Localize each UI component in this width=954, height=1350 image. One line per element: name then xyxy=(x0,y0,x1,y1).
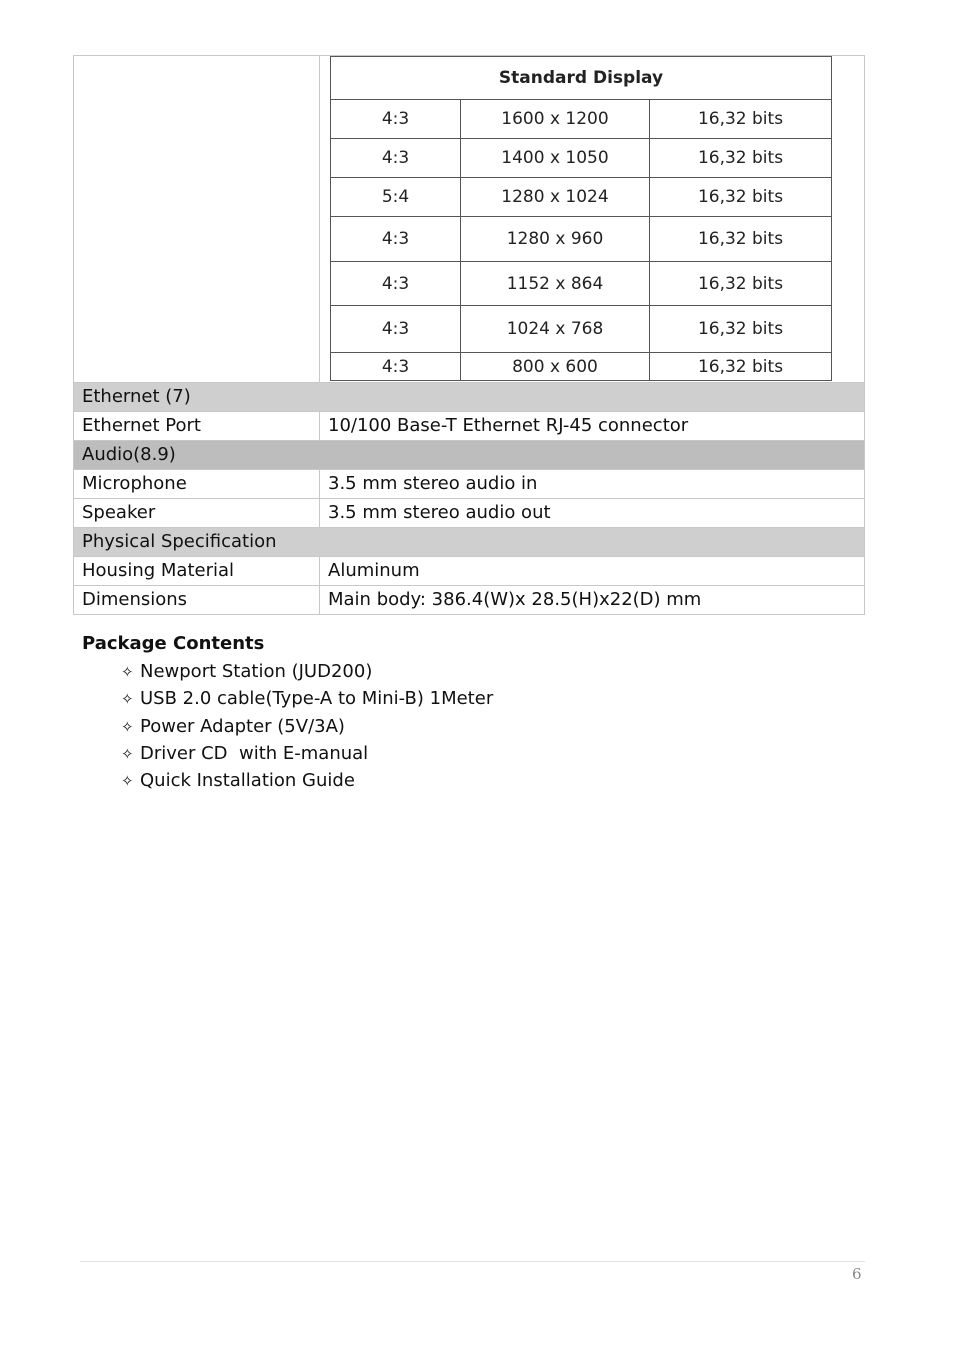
spec-row-ethernet-port xyxy=(74,411,864,440)
spec-row-dimensions xyxy=(74,585,864,614)
spec-row-microphone xyxy=(74,469,864,498)
display-row xyxy=(331,306,832,353)
spec-value: Aluminum xyxy=(328,560,420,581)
resolution-cell: 1600 x 1200 xyxy=(461,100,650,139)
color-depth-cell: 16,32 bits xyxy=(650,306,832,353)
list-item-text: Newport Station (JUD200) xyxy=(140,661,373,682)
sparkle-bullet-icon: ✧ xyxy=(121,717,134,736)
spec-label: Ethernet Port xyxy=(74,412,320,440)
color-depth-cell: 16,32 bits xyxy=(650,217,832,262)
list-item-text: Power Adapter (5V/3A) xyxy=(140,715,345,737)
list-item-text: Quick Installation Guide xyxy=(140,770,355,792)
package-contents-list xyxy=(121,660,493,796)
list-item xyxy=(121,769,493,796)
spec-label: Microphone xyxy=(74,470,320,498)
display-modes-block xyxy=(74,56,864,382)
sparkle-bullet-icon: ✧ xyxy=(121,663,134,681)
spec-value: 3.5 mm stereo audio in xyxy=(328,473,538,494)
sparkle-bullet-icon: ✧ xyxy=(121,690,134,709)
list-item xyxy=(121,660,493,687)
display-row xyxy=(331,100,832,139)
spec-row-speaker xyxy=(74,498,864,527)
spec-label: Speaker xyxy=(74,499,320,527)
list-item-text: USB 2.0 cable(Type-A to Mini-B) 1Meter xyxy=(140,688,494,710)
resolution-cell: 1024 x 768 xyxy=(461,306,650,353)
page-number: 6 xyxy=(852,1265,862,1283)
resolution-cell: 1152 x 864 xyxy=(461,262,650,306)
spec-label: Housing Material xyxy=(74,557,320,585)
display-row xyxy=(331,217,832,262)
display-row xyxy=(331,178,832,217)
aspect-ratio-cell: 5:4 xyxy=(331,178,461,217)
spec-value: 3.5 mm stereo audio out xyxy=(328,502,551,523)
list-item-text: Driver CD with E-manual xyxy=(140,742,369,764)
spec-row-housing-material xyxy=(74,556,864,585)
color-depth-cell: 16,32 bits xyxy=(650,262,832,306)
color-depth-cell: 16,32 bits xyxy=(650,178,832,217)
spec-table xyxy=(73,55,865,615)
section-title: Audio(8.9) xyxy=(82,444,176,465)
spec-label: Dimensions xyxy=(74,586,320,614)
spec-value: 10/100 Base-T Ethernet RJ-45 connector xyxy=(328,415,689,436)
sparkle-bullet-icon: ✧ xyxy=(121,744,134,763)
package-contents-heading: Package Contents xyxy=(82,633,265,654)
list-item xyxy=(121,715,493,742)
color-depth-cell: 16,32 bits xyxy=(650,353,832,381)
aspect-ratio-cell: 4:3 xyxy=(331,306,461,353)
section-title: Physical Specification xyxy=(82,531,277,552)
list-item xyxy=(121,687,493,714)
column-divider xyxy=(319,56,320,382)
color-depth-cell: 16,32 bits xyxy=(650,139,832,178)
color-depth-cell: 16,32 bits xyxy=(650,100,832,139)
aspect-ratio-cell: 4:3 xyxy=(331,353,461,381)
resolution-cell: 1280 x 960 xyxy=(461,217,650,262)
list-item xyxy=(121,742,493,769)
aspect-ratio-cell: 4:3 xyxy=(331,100,461,139)
standard-display-header: Standard Display xyxy=(331,57,832,100)
display-row xyxy=(331,139,832,178)
section-ethernet xyxy=(74,382,864,411)
display-row xyxy=(331,262,832,306)
aspect-ratio-cell: 4:3 xyxy=(331,139,461,178)
resolution-cell: 1400 x 1050 xyxy=(461,139,650,178)
display-row xyxy=(331,353,832,381)
section-title: Ethernet (7) xyxy=(82,386,191,407)
resolution-cell: 1280 x 1024 xyxy=(461,178,650,217)
standard-display-table xyxy=(330,56,832,381)
spec-value: Main body: 386.4(W)x 28.5(H)x22(D) mm xyxy=(328,589,702,610)
footer-divider xyxy=(80,1261,865,1262)
section-physical-specification xyxy=(74,527,864,556)
aspect-ratio-cell: 4:3 xyxy=(331,217,461,262)
sparkle-bullet-icon: ✧ xyxy=(121,772,134,791)
resolution-cell: 800 x 600 xyxy=(461,353,650,381)
section-audio xyxy=(74,440,864,469)
aspect-ratio-cell: 4:3 xyxy=(331,262,461,306)
